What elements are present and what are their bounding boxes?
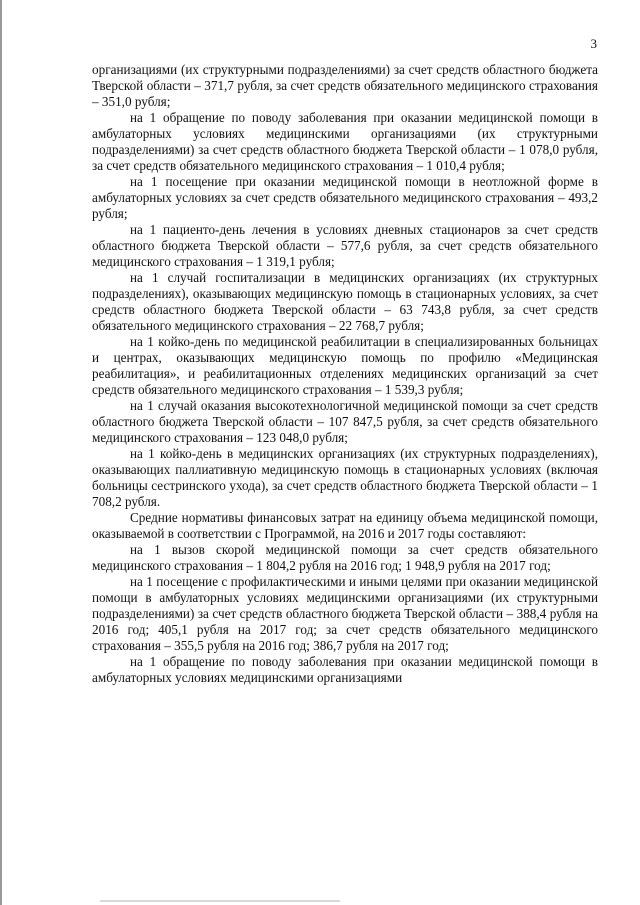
paragraph-continuation: организациями (их структурными подразделениями) за счет средств областного бюджета Тверской области – 371,7 рубля, за счет средств обязательного медицинского страхования – 351,0 рубля; <box>92 62 598 109</box>
paragraph: Средние нормативы финансовых затрат на единицу объема медицинской помощи, оказываемой в соответствии с Программой, на 2016 и 2017 годы составляют: <box>92 510 598 541</box>
paragraph: на 1 случай оказания высокотехнологичной медицинской помощи за счет средств областного бюджета Тверской области – 107 847,5 рубля, за счет средств обязательного медицинского страхования – 123 048,0 рубля; <box>92 398 598 445</box>
paragraph: на 1 пациенто-день лечения в условиях дневных стационаров за счет средств областного бюджета Тверской области – 577,6 рубля, за счет средств обязательного медицинского страхования – 1 319,1 рубля; <box>92 222 598 269</box>
paragraph: на 1 случай госпитализации в медицинских организациях (их структурных подразделениях), оказывающих медицинскую помощь в стационарных условиях, за счет средств областного бюджета Тверской области – 63 743,8 рубля, за счет средств обязательного медицинского страхования – 22 768,7 рубля; <box>92 270 598 333</box>
scan-bottom-mark <box>100 900 340 902</box>
paragraph: на 1 посещение с профилактическими и иными целями при оказании медицинской помощи в амбулаторных условиях медицинскими организациями (их структурными подразделениями) за счет средств областного бюджета Тверской области – 388,4 рубля на 2016 год; 405,1 рубля на 2017 год; за счет средств обязательного медицинского страхования – 355,5 рубля на 2016 год; 386,7 рубля на 2017 год; <box>92 574 598 653</box>
page-number: 3 <box>590 36 597 51</box>
paragraph: на 1 койко-день по медицинской реабилитации в специализированных больницах и центрах, оказывающих медицинскую помощь по профилю «Медицинская реабилитация», и реабилитационных отделениях медицинских организаций за счет средств обязательного медицинского страхования – 1 539,3 рубля; <box>92 334 598 397</box>
scan-left-edge <box>0 0 2 905</box>
paragraph: на 1 посещение при оказании медицинской помощи в неотложной форме в амбулаторных условиях за счет средств обязательного медицинского страхования – 493,2 рубля; <box>92 174 598 221</box>
paragraph: на 1 обращение по поводу заболевания при оказании медицинской помощи в амбулаторных условиях медицинскими организациями <box>92 654 598 685</box>
paragraph: на 1 вызов скорой медицинской помощи за счет средств обязательного медицинского страхования – 1 804,2 рубля на 2016 год; 1 948,9 рубля на 2017 год; <box>92 542 598 573</box>
paragraph: на 1 койко-день в медицинских организациях (их структурных подразделениях), оказывающих паллиативную медицинскую помощь в стационарных условиях (включая больницы сестринского ухода), за счет средств областного бюджета Тверской области – 1 708,2 рубля. <box>92 446 598 509</box>
document-body <box>92 62 598 686</box>
paragraph: на 1 обращение по поводу заболевания при оказании медицинской помощи в амбулаторных условиях медицинскими организациями (их структурными подразделениями) за счет средств областного бюджета Тверской области – 1 078,0 рубля, за счет средств обязательного медицинского страхования – 1 010,4 рубля; <box>92 110 598 173</box>
